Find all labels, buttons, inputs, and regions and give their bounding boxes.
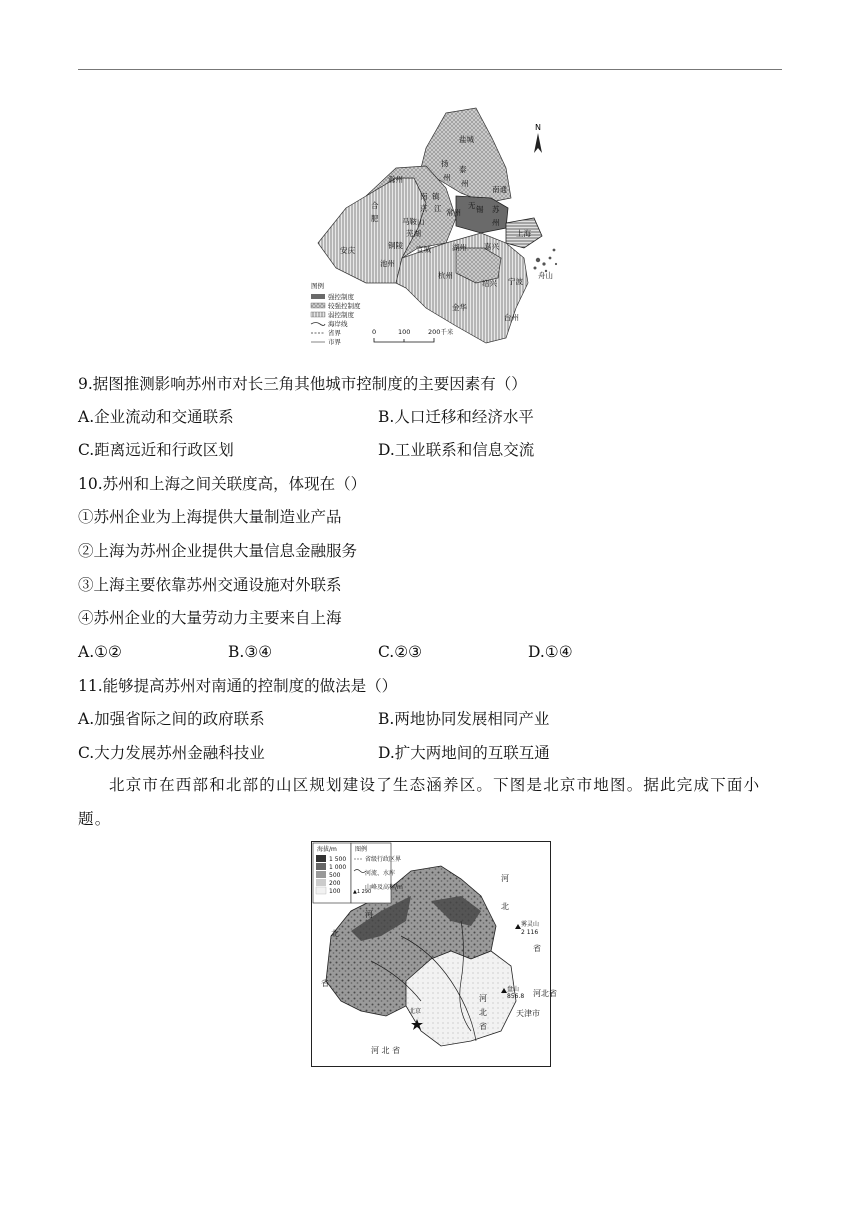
label-hebei-right-sheng: 省 (533, 944, 541, 953)
legend-item-city: 市界 (328, 338, 341, 346)
label-jiaxing: 嘉兴 (484, 242, 499, 251)
label-hebei-left-2: 北 (331, 929, 339, 938)
question-9-option-d: D.工业联系和信息交流 (378, 441, 535, 459)
question-9-stem: 9.据图推测影响苏州市对长三角其他城市控制度的主要因素有（） (78, 375, 527, 393)
question-11-option-c: C.大力发展苏州金融科技业 (78, 744, 265, 762)
label-wulingshan: 雾灵山 (521, 921, 540, 928)
label-ningbo: 宁波 (508, 277, 523, 286)
zhoushan-islands (534, 249, 558, 273)
elevation-100: 100 (329, 888, 341, 895)
legend-item-coast: 海岸线 (328, 320, 348, 328)
label-panshan: 盘山 (507, 986, 520, 993)
label-zhen: 镇 (432, 192, 440, 201)
elevation-1000: 1 000 (329, 864, 347, 871)
label-yang: 扬 (441, 159, 449, 168)
label-beijing: 北京 (409, 1008, 422, 1015)
question-9-option-b: B.人口迁移和经济水平 (378, 408, 534, 426)
label-yang-zhou: 州 (443, 173, 451, 182)
passage-beijing: 北京市在西部和北部的山区规划建设了生态涵养区。下图是北京市地图。据此完成下面小题。 (78, 776, 761, 828)
label-hefei-1: 合 (371, 201, 379, 210)
label-shanghai: 上海 (516, 229, 531, 238)
label-tai: 泰 (459, 165, 467, 174)
label-taizhou: 台州 (504, 313, 519, 322)
label-hebei-far-right: 河北省 (533, 989, 557, 998)
label-changzhou: 常州 (446, 208, 461, 217)
legend-peak-sample: ▲1 290 (353, 889, 372, 895)
label-anqing: 安庆 (340, 246, 355, 255)
label-hebei-left-1: 河 (365, 910, 373, 919)
question-9-option-a: A.企业流动和交通联系 (78, 408, 234, 426)
question-11-option-d: D.扩大两地间的互联互通 (378, 744, 550, 762)
label-yancheng: 盐城 (459, 135, 474, 144)
legend-peak: 山峰及高程/m (365, 884, 403, 891)
legend-title: 图例 (311, 282, 324, 290)
scale-0: 0 (372, 328, 377, 336)
question-10-statement-2: ②上海为苏州企业提供大量信息金融服务 (78, 542, 358, 560)
question-11-option-a: A.加强省际之间的政府联系 (78, 710, 265, 728)
question-10-statement-3: ③上海主要依靠苏州交通设施对外联系 (78, 576, 342, 594)
label-chizhou: 池州 (380, 259, 395, 268)
label-hebei-mid-2: 北 (479, 1008, 487, 1017)
question-10-statement-1: ①苏州企业为上海提供大量制造业产品 (78, 508, 342, 526)
label-tianjin: 天津市 (516, 1009, 540, 1018)
label-nan: 南 (420, 192, 428, 201)
legend-item-strong: 强控制度 (328, 293, 354, 301)
label-wu: 无 (468, 201, 476, 210)
beijing-terrain-map (311, 841, 557, 1067)
label-hangzhou: 杭州 (438, 271, 453, 280)
north-arrow-icon (534, 123, 542, 153)
legend-item-province: 省界 (328, 329, 341, 337)
label-hebei-mid-3: 省 (479, 1022, 487, 1031)
label-hefei-2: 肥 (371, 214, 379, 223)
label-hebei-bottom: 河 北 省 (371, 1046, 401, 1055)
elevation-500: 500 (329, 872, 341, 879)
question-10-option-c: C.②③ (378, 643, 423, 661)
legend-item-weak: 弱控制度 (328, 311, 354, 319)
label-jiang: 江 (434, 204, 442, 213)
label-tongling: 铜陵 (388, 241, 403, 250)
label-su-zhou: 州 (492, 218, 500, 227)
yangtze-delta-control-map (306, 108, 568, 360)
question-11-stem: 11.能够提高苏州对南通的控制度的做法是（） (78, 677, 398, 695)
label-hebei-left-3: 省 (321, 979, 329, 988)
question-10-option-b: B.③④ (228, 643, 273, 661)
elevation-1500: 1 500 (329, 856, 347, 863)
label-tai-zhou: 州 (461, 179, 469, 188)
legend-rivers: 河流、水库 (365, 870, 396, 877)
north-label: N (535, 123, 541, 132)
label-wuhu: 芜湖 (406, 229, 421, 238)
symbol-legend-title: 图例 (355, 846, 368, 853)
label-jinhua: 金华 (452, 303, 467, 312)
elevation-200: 200 (329, 880, 341, 887)
question-11-option-b: B.两地协同发展相同产业 (378, 710, 550, 728)
label-hebei-mid-1: 河 (479, 994, 487, 1003)
question-9-option-c: C.距离远近和行政区划 (78, 441, 234, 459)
label-jing: 京 (420, 204, 428, 213)
header-rule (78, 69, 782, 70)
question-10-stem: 10.苏州和上海之间关联度高，体现在（） (78, 475, 367, 493)
label-zhoushan: 舟山 (538, 271, 553, 280)
scale-100: 100 (398, 328, 411, 336)
map1-scale (372, 327, 454, 342)
scale-200: 200千米 (428, 328, 454, 336)
label-chuzhou: 滁州 (388, 175, 403, 184)
elevation-legend-title: 海拔/m (317, 846, 337, 853)
elevation-legend (313, 843, 351, 903)
label-nantong: 南通 (492, 185, 507, 194)
label-hebei-top-2: 北 (501, 902, 509, 911)
label-su: 苏 (492, 205, 500, 214)
question-10-option-a: A.①② (78, 643, 122, 661)
label-xuancheng: 宣城 (416, 245, 431, 254)
region-strong-suzhou (456, 196, 508, 233)
question-10-statement-4: ④苏州企业的大量劳动力主要来自上海 (78, 609, 342, 627)
map1-legend (311, 281, 361, 346)
label-wulingshan-height: 2 116 (521, 929, 539, 936)
legend-province-border: 省级行政区界 (365, 856, 402, 863)
label-huzhou: 湖州 (452, 243, 467, 252)
label-hebei-top-1: 河 (501, 874, 509, 883)
label-xi: 锡 (476, 205, 484, 214)
label-maanshan: 马鞍山 (402, 217, 425, 226)
label-panshan-height: 856.8 (507, 993, 525, 1000)
label-shaoxing: 绍兴 (482, 279, 497, 288)
legend-item-medium: 较强控制度 (328, 302, 361, 310)
question-10-option-d: D.①④ (528, 643, 573, 661)
